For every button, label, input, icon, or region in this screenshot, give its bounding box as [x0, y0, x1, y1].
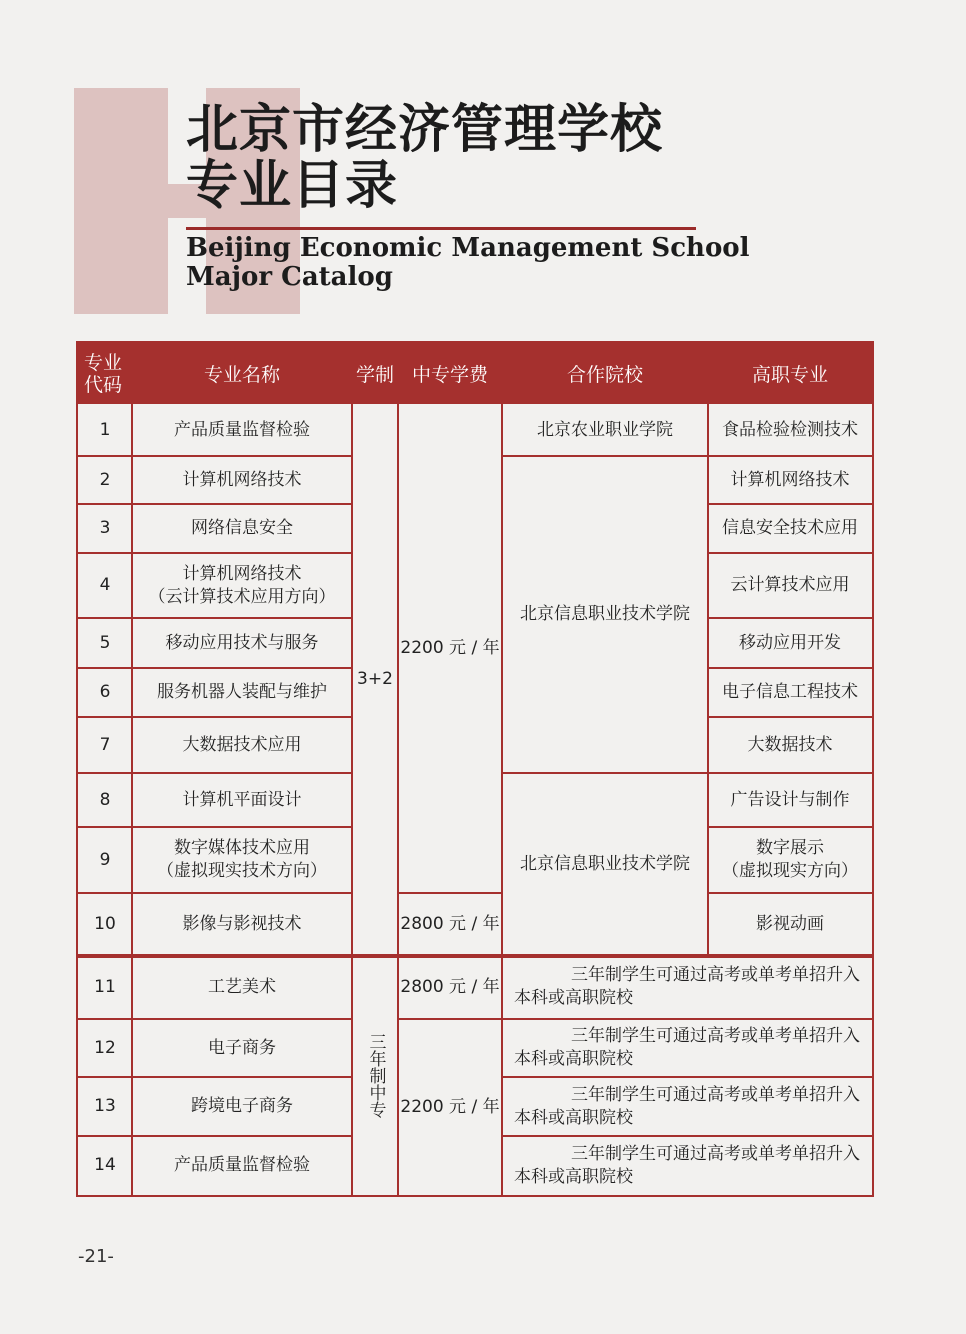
partner-info-a [502, 456, 708, 773]
row-divider [708, 667, 872, 669]
row-note [502, 1136, 872, 1195]
higher-text-line2: （虚拟现实方向） [722, 861, 858, 881]
row-name [132, 456, 352, 504]
row-name [132, 893, 352, 955]
row-name [132, 404, 352, 456]
title-divider [186, 227, 696, 230]
row-divider [78, 667, 352, 669]
table-header [78, 343, 872, 404]
partner-text: 北京信息职业技术学院 [520, 853, 690, 874]
row-divider [78, 1135, 352, 1137]
higher-text: 电子信息工程技术 [722, 682, 858, 702]
title-cn-line1: 北京市经济管理学校 [186, 99, 664, 160]
row-higher [708, 717, 872, 773]
higher-text: 大数据技术 [747, 734, 833, 755]
row-name [132, 827, 352, 893]
higher-text: 云计算技术应用 [730, 575, 850, 595]
note-line1: 三年制学生可通过高考或单考单招升入 [571, 1143, 860, 1164]
name-text: 服务机器人装配与维护 [157, 682, 327, 702]
fee-text: 2200 元 / 年 [400, 1096, 500, 1117]
code-text: 7 [99, 734, 111, 755]
row-name [132, 668, 352, 717]
higher-text-line1: 数字展示 [756, 838, 824, 858]
name-text: 跨境电子商务 [191, 1096, 293, 1116]
row-code [78, 456, 132, 504]
fee-text: 2800 元 / 年 [400, 976, 500, 997]
partner-text: 北京农业职业学院 [537, 419, 673, 440]
row-divider [708, 892, 872, 894]
row-name [132, 1019, 352, 1077]
column-divider [397, 404, 399, 1195]
name-text-line1: 数字媒体技术应用 [174, 838, 310, 858]
code-text: 13 [94, 1096, 116, 1116]
name-text-line1: 计算机网络技术 [182, 563, 302, 584]
column-divider [351, 404, 353, 1195]
row-divider [502, 1076, 872, 1078]
page-title-cn [186, 99, 664, 216]
column-divider [501, 404, 503, 1195]
row-divider [708, 617, 872, 619]
row-higher [708, 504, 872, 553]
row-code [78, 668, 132, 717]
note-line1: 三年制学生可通过高考或单考单招升入 [571, 1026, 860, 1046]
row-higher [708, 456, 872, 504]
code-text: 14 [94, 1155, 116, 1175]
row-divider [78, 892, 352, 894]
header-fee: 中专学费 [411, 364, 488, 386]
row-divider [708, 455, 872, 457]
row-note [502, 955, 872, 1019]
code-text: 12 [94, 1037, 116, 1058]
row-divider [78, 954, 872, 958]
row-divider [502, 455, 708, 457]
page-title-en [186, 234, 750, 292]
note-line2: 本科或高职院校 [514, 1166, 633, 1187]
name-text: 影像与影视技术 [182, 913, 302, 934]
row-name [132, 717, 352, 773]
higher-text: 计算机网络技术 [730, 469, 850, 490]
row-name [132, 1136, 352, 1195]
row-divider [708, 552, 872, 554]
row-higher [708, 893, 872, 955]
row-code [78, 618, 132, 668]
code-text: 6 [99, 682, 111, 702]
column-divider [131, 404, 133, 1195]
row-name [132, 773, 352, 827]
row-note [502, 1077, 872, 1136]
fee-2800 [398, 893, 502, 955]
row-divider [78, 455, 352, 457]
years-text: 3+2 [357, 669, 393, 689]
row-divider [398, 1018, 502, 1020]
row-higher [708, 668, 872, 717]
row-code [78, 773, 132, 827]
name-text-line2: （虚拟现实技术方向） [157, 861, 327, 881]
code-text: 2 [99, 469, 111, 490]
name-text: 产品质量监督检验 [174, 1155, 310, 1175]
code-text: 3 [99, 518, 111, 538]
row-divider [78, 716, 352, 718]
row-divider [78, 826, 352, 828]
name-text-line2: （云计算技术应用方向） [148, 586, 336, 607]
higher-text: 信息安全技术应用 [722, 518, 858, 538]
row-divider [78, 503, 352, 505]
row-divider [708, 772, 872, 774]
higher-text: 影视动画 [756, 913, 824, 934]
years-text: 三年制中专 [365, 1032, 386, 1118]
row-code [78, 827, 132, 893]
row-name [132, 504, 352, 553]
partner-info-b [502, 773, 708, 955]
title-en-line2: Major Catalog [186, 262, 393, 292]
row-divider [78, 772, 352, 774]
row-code [78, 717, 132, 773]
row-code [78, 404, 132, 456]
row-divider [502, 772, 708, 774]
row-code [78, 893, 132, 955]
higher-text: 食品检验检测技术 [722, 419, 858, 440]
name-text: 计算机平面设计 [182, 789, 302, 810]
header-higher: 高职专业 [751, 364, 828, 386]
row-higher [708, 404, 872, 456]
row-higher [708, 553, 872, 618]
fee-2200 [398, 404, 502, 893]
row-code [78, 504, 132, 553]
major-catalog-table [76, 341, 874, 1197]
row-name [132, 553, 352, 618]
row-divider [78, 1076, 352, 1078]
code-text: 4 [99, 575, 111, 595]
partner-agri [502, 404, 708, 456]
note-line1: 三年制学生可通过高考或单考单招升入 [571, 965, 860, 985]
code-text: 11 [94, 976, 116, 997]
row-name [132, 1077, 352, 1136]
row-name [132, 955, 352, 1019]
fee-text: 2200 元 / 年 [400, 638, 500, 658]
row-higher [708, 773, 872, 827]
fee-text: 2800 元 / 年 [400, 913, 500, 934]
higher-text: 移动应用开发 [739, 632, 841, 653]
name-text: 产品质量监督检验 [174, 419, 310, 440]
column-divider [707, 404, 709, 955]
page-number: -21- [78, 1246, 114, 1267]
code-text: 9 [99, 849, 111, 870]
row-divider [78, 552, 352, 554]
row-code [78, 553, 132, 618]
row-name [132, 618, 352, 668]
row-code [78, 1136, 132, 1195]
header-name: 专业名称 [203, 364, 280, 386]
higher-text: 广告设计与制作 [730, 789, 850, 810]
row-divider [398, 892, 502, 894]
row-divider [708, 716, 872, 718]
fee-2200-b [398, 1019, 502, 1195]
code-text: 8 [99, 789, 111, 810]
title-cn-line2: 专业目录 [186, 155, 399, 216]
row-divider [78, 617, 352, 619]
name-text: 计算机网络技术 [182, 469, 302, 490]
header-code: 专业代码 [84, 351, 123, 396]
row-divider [502, 1135, 872, 1137]
row-higher [708, 827, 872, 893]
name-text: 移动应用技术与服务 [165, 632, 319, 653]
row-divider [502, 1018, 872, 1020]
note-line2: 本科或高职院校 [514, 988, 633, 1008]
fee-2800-b [398, 955, 502, 1019]
partner-text: 北京信息职业技术学院 [520, 604, 690, 624]
row-divider [708, 503, 872, 505]
code-text: 10 [94, 913, 116, 934]
code-text: 1 [99, 419, 111, 440]
row-higher [708, 618, 872, 668]
row-code [78, 955, 132, 1019]
name-text: 大数据技术应用 [182, 734, 302, 755]
years-3plus2 [352, 404, 398, 955]
header-partner: 合作院校 [566, 364, 643, 386]
header-years: 学制 [355, 364, 394, 386]
name-text: 工艺美术 [208, 976, 276, 997]
note-line1: 三年制学生可通过高考或单考单招升入 [571, 1084, 860, 1105]
name-text: 电子商务 [208, 1037, 276, 1058]
note-line2: 本科或高职院校 [514, 1049, 633, 1069]
code-text: 5 [99, 632, 111, 653]
row-divider [78, 1018, 352, 1020]
row-code [78, 1077, 132, 1136]
row-divider [708, 826, 872, 828]
name-text: 网络信息安全 [191, 518, 293, 538]
years-three-year [352, 955, 398, 1195]
note-line2: 本科或高职院校 [514, 1107, 633, 1128]
row-code [78, 1019, 132, 1077]
title-en-line1: Beijing Economic Management School [186, 233, 750, 263]
row-note [502, 1019, 872, 1077]
